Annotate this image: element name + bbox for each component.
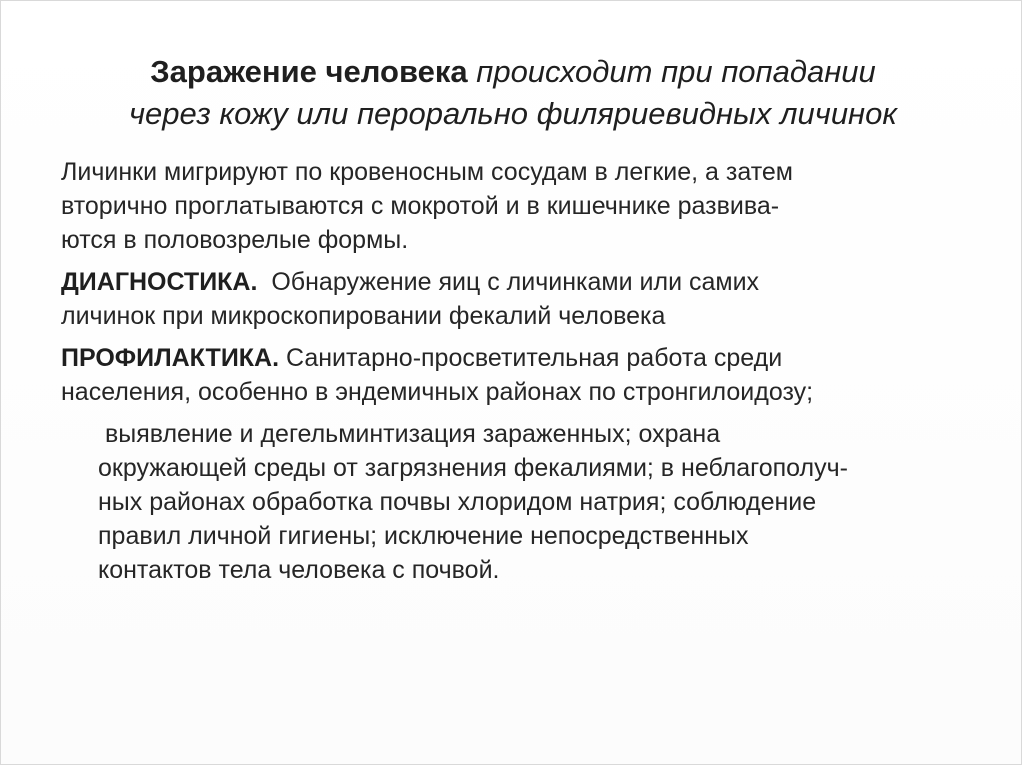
prevention-text-1: Санитарно-просветительная работа среди [286, 344, 783, 372]
prevention-cont-line-1: выявление и дегельминтизация зараженных; охрана [98, 420, 721, 448]
prevention-line-1 [61, 341, 971, 375]
diagnostics-line-2: личинок при микроскопировании фекалий человека [61, 302, 666, 330]
migration-line-3: ются в половозрелые формы. [61, 226, 409, 254]
diagnostics-line-1 [61, 265, 971, 299]
paragraph-prevention-continued [61, 417, 971, 587]
title-bold-text: Заражение человека [150, 54, 468, 89]
title-italic-text-1: происходит при попадании [476, 54, 876, 89]
diagnostics-text-1: Обнаружение яиц с личинками или самих [271, 268, 760, 296]
prevention-cont-line-5: контактов тела человека с почвой. [98, 556, 500, 584]
migration-line-1: Личинки мигрируют по кровеносным сосудам в легкие, а затем [61, 158, 793, 186]
slide-body [61, 155, 971, 591]
diagnostics-label: ДИАГНОСТИКА. [61, 268, 258, 296]
title-line-1 [31, 51, 995, 93]
prevention-cont-line-3: ных районах обработка почвы хлоридом натрия; соблюдение [98, 488, 817, 516]
paragraph-diagnostics [61, 265, 971, 333]
title-italic-text-2: через кожу или перорально филяриевидных личинок [128, 96, 897, 131]
prevention-line-2: населения, особенно в эндемичных районах по стронгилоидозу; [61, 378, 814, 406]
paragraph-prevention [61, 341, 971, 409]
prevention-label: ПРОФИЛАКТИКА. [61, 344, 280, 372]
paragraph-migration [61, 155, 971, 257]
prevention-cont-line-2: окружающей среды от загрязнения фекалиями; в неблагополуч- [98, 454, 848, 482]
slide-title [31, 51, 995, 135]
migration-line-2: вторично проглатываются с мокротой и в кишечнике развива- [61, 192, 780, 220]
prevention-cont-line-4: правил личной гигиены; исключение непосредственных [98, 522, 749, 550]
